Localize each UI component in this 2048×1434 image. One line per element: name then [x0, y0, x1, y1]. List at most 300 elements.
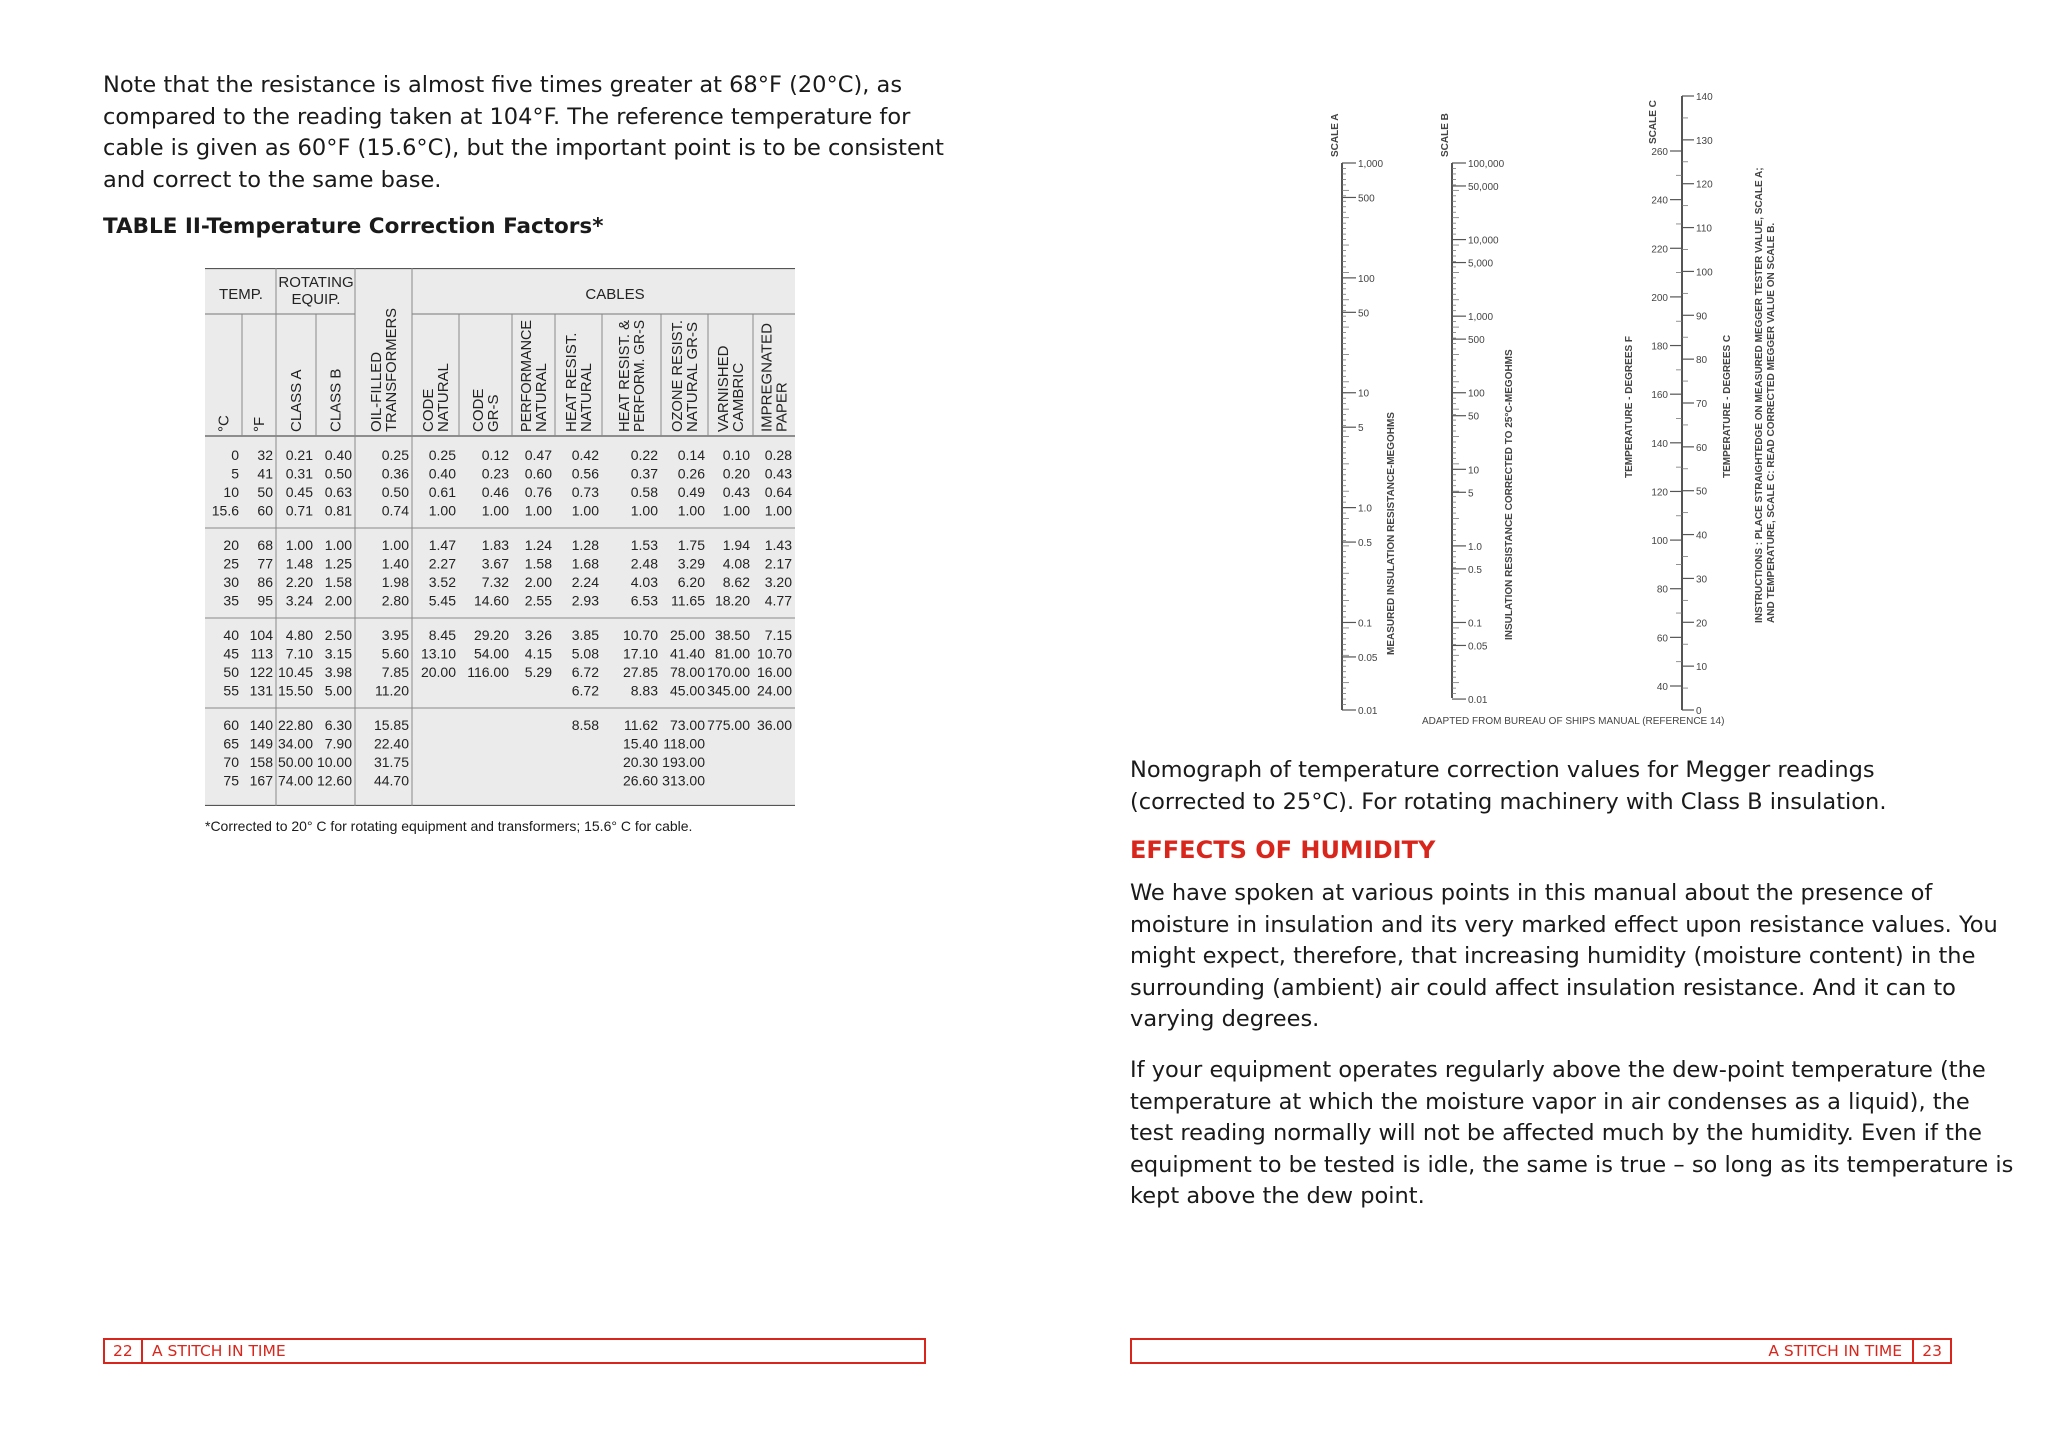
scale-c-fahrenheit-tick: 200 — [1651, 292, 1668, 304]
scale-a-tick-label: 100 — [1358, 273, 1375, 285]
scale-c-fahrenheit-tick: 60 — [1656, 633, 1668, 645]
table-cell: 0.60 — [524, 465, 552, 482]
table-cell: 10.00 — [316, 754, 352, 770]
scale-c-celsius-tick: 70 — [1696, 399, 1708, 410]
table-cell: 7.10 — [285, 645, 313, 662]
table-cell: 0.61 — [428, 484, 456, 500]
table-cell: 5.08 — [571, 645, 599, 662]
table-cell: 1.75 — [677, 537, 705, 553]
table-cell: 3.95 — [381, 627, 409, 643]
table-cell: 20.30 — [622, 754, 658, 770]
column-header: CODE — [470, 388, 487, 432]
table-title: TABLE II-Temperature Correction Factors* — [103, 214, 604, 239]
table-cell: 3.15 — [324, 645, 352, 662]
table-cell: 27.85 — [622, 664, 658, 680]
scale-b-tick-label: 0.1 — [1468, 618, 1482, 630]
scale-c-celsius-tick: 80 — [1696, 355, 1708, 367]
table-cell: 0.63 — [324, 484, 352, 500]
table-cell: 1.53 — [630, 537, 658, 553]
nomograph-instructions: AND TEMPERATURE, SCALE C: READ CORRECTED MEGGER VALUE ON SCALE B. — [1766, 222, 1777, 623]
paragraph-line: If your equipment operates regularly above the dew-point temperature (the — [1130, 1057, 1986, 1083]
table-cell: 2.48 — [630, 555, 658, 572]
table-cell: 54.00 — [473, 645, 509, 662]
table-cell: 1.68 — [571, 555, 599, 572]
table-cell: 1.00 — [481, 502, 509, 519]
table-cell: 1.00 — [285, 537, 313, 553]
table-cell: 55 — [223, 682, 239, 699]
table-cell: 2.55 — [524, 592, 552, 609]
table-cell: 0.64 — [764, 484, 792, 500]
table-cell: 193.00 — [662, 754, 705, 770]
nomograph-instructions: INSTRUCTIONS : PLACE STRAIGHTEDGE ON MEASURED MEGGER TESTER VALUE, SCALE A; — [1754, 167, 1765, 623]
table-cell: 1.43 — [764, 537, 792, 553]
paragraph-line: temperature at which the moisture vapor in air condenses as a liquid), the — [1130, 1088, 1970, 1115]
table-cell: 2.80 — [381, 592, 409, 609]
scale-a-tick-label: 1.0 — [1358, 503, 1372, 515]
table-cell: 1.00 — [764, 502, 792, 519]
table-cell: 149 — [249, 735, 273, 752]
column-header: GR-S — [485, 394, 502, 432]
table-cell: 1.24 — [524, 537, 552, 553]
table-cell: 25 — [223, 555, 239, 572]
table-cell: 5 — [231, 465, 239, 482]
column-header: PAPER — [773, 382, 791, 432]
scale-b-tick-label: 1.0 — [1468, 541, 1482, 553]
table-cell: 0.14 — [677, 447, 705, 463]
table-cell: 5.60 — [381, 645, 409, 662]
scale-b-tick-label: 10,000 — [1468, 235, 1499, 247]
table-cell: 140 — [249, 717, 273, 733]
scale-b-tick-label: 5,000 — [1468, 258, 1494, 270]
table-cell: 60 — [257, 502, 273, 519]
nomograph-caption — [1130, 755, 1886, 818]
table-cell: 0.49 — [677, 484, 705, 500]
table-cell: 0.43 — [764, 465, 792, 482]
table-cell: 50.00 — [277, 754, 313, 770]
right-footer-title: A STITCH IN TIME — [1768, 1342, 1902, 1360]
scale-c-fahrenheit-tick: 140 — [1651, 438, 1668, 450]
table-cell: 0.25 — [428, 447, 456, 463]
scale-b-tick-label: 5 — [1468, 488, 1474, 500]
paragraph-line: moisture in insulation and its very marked effect upon resistance values. You — [1130, 911, 1998, 938]
table-cell: 0.46 — [481, 484, 509, 500]
scale-a-tick-label: 50 — [1358, 308, 1370, 320]
table-cell: 104 — [249, 627, 273, 643]
scale-c-fahrenheit-tick: 260 — [1651, 147, 1668, 158]
nomograph-graphic — [1300, 78, 2000, 728]
table-cell: 2.93 — [571, 592, 599, 609]
table-cell: 32 — [257, 447, 273, 463]
scale-c-celsius-tick: 40 — [1696, 530, 1708, 542]
table-cell: 15.40 — [622, 735, 658, 752]
table-cell: 0.23 — [481, 465, 509, 482]
table-cell: 3.20 — [764, 574, 792, 590]
scale-c-fahrenheit-tick: 80 — [1656, 584, 1668, 596]
paragraph-line: We have spoken at various points in this manual about the presence of — [1130, 880, 1933, 906]
table-cell: 20.00 — [420, 664, 456, 680]
table-cell: 12.60 — [316, 772, 352, 789]
table-cell: 0.36 — [381, 465, 409, 482]
table-cell: 0.10 — [722, 447, 750, 463]
table-cell: 15.50 — [277, 682, 313, 699]
table-cell: 4.15 — [524, 645, 552, 662]
table-cell: 38.50 — [714, 627, 750, 643]
table-cell: 0.50 — [381, 484, 409, 500]
caption-line: (corrected to 25°C). For rotating machinery with Class B insulation. — [1130, 788, 1887, 815]
table-cell: 0.76 — [524, 484, 552, 500]
humidity-paragraph-1 — [1130, 878, 1998, 1036]
intro-line: cable is given as 60°F (15.6°C), but the important point is to be consistent — [103, 135, 944, 161]
table-cell: 44.70 — [373, 772, 409, 789]
table-cell: 45.00 — [669, 682, 705, 699]
intro-paragraph — [103, 70, 944, 196]
column-header: NATURAL — [578, 363, 595, 432]
table-cell: 1.00 — [381, 537, 409, 553]
table-cell: 0.37 — [630, 465, 658, 482]
scale-b-tick-label: 1,000 — [1468, 312, 1494, 324]
column-header: CLASS B — [327, 368, 345, 432]
table-cell: 0.56 — [571, 465, 599, 482]
table-cell: 0.43 — [722, 484, 750, 500]
table-cell: 113 — [250, 645, 273, 662]
table-cell: 1.00 — [722, 502, 750, 519]
scale-c-celsius-tick: 110 — [1696, 223, 1712, 235]
scale-b-title: SCALE B — [1440, 113, 1451, 157]
table-cell: 0.26 — [677, 465, 705, 482]
column-header: PERFORM. GR-S — [631, 311, 648, 432]
table-cell: 74.00 — [277, 772, 313, 789]
table-cell: 5.00 — [324, 682, 352, 699]
table-cell: 1.00 — [677, 502, 705, 519]
column-header: PERFORMANCE — [518, 315, 535, 432]
table-cell: 0.20 — [722, 465, 750, 482]
table-cell: 4.08 — [722, 555, 750, 572]
table-cell: 7.15 — [764, 627, 792, 643]
right-page-number: 23 — [1922, 1342, 1942, 1360]
scale-b-tick-label: 10 — [1468, 465, 1480, 477]
table-cell: 4.03 — [630, 574, 658, 590]
table-cell: 26.60 — [622, 772, 658, 789]
table-cell: 1.00 — [524, 502, 552, 519]
scale-c-fahrenheit-label: TEMPERATURE - DEGREES F — [1624, 335, 1635, 478]
scale-c-celsius-tick: 50 — [1696, 486, 1708, 498]
scale-b-tick-label: 100,000 — [1468, 159, 1505, 170]
column-header: CAMBRIC — [730, 362, 747, 432]
table-cell: 1.00 — [324, 537, 352, 553]
scale-c-celsius-tick: 10 — [1696, 662, 1708, 674]
table-cell: 30 — [223, 574, 239, 590]
table-cell: 5.29 — [524, 664, 552, 680]
scale-a-label: MEASURED INSULATION RESISTANCE-MEGOHMS — [1386, 412, 1397, 655]
column-header: °C — [215, 415, 233, 432]
table-cell: 0.40 — [428, 465, 456, 482]
paragraph-line: varying degrees. — [1130, 1006, 1320, 1032]
column-header: IMPREGNATED — [758, 323, 776, 432]
column-header: NATURAL — [533, 363, 550, 432]
table-cell: 11.65 — [671, 592, 705, 609]
scale-c-celsius-tick: 30 — [1696, 574, 1708, 586]
scale-a-tick-label: 1,000 — [1358, 159, 1384, 170]
table-cell: 1.25 — [324, 555, 352, 572]
table-cell: 0.42 — [571, 447, 599, 463]
scale-b-tick-label: 500 — [1468, 335, 1485, 347]
table-cell: 2.17 — [764, 555, 792, 572]
table-cell: 1.28 — [571, 537, 599, 553]
table-cell: 2.24 — [571, 574, 599, 590]
table-cell: 2.27 — [428, 555, 456, 572]
table-cell: 11.62 — [624, 717, 658, 733]
scale-c-fahrenheit-tick: 160 — [1651, 390, 1668, 402]
scale-c-celsius-label: TEMPERATURE - DEGREES C — [1722, 334, 1733, 478]
table-cell: 65 — [223, 735, 239, 752]
table-cell: 4.77 — [764, 592, 792, 609]
table-cell: 20 — [223, 537, 239, 553]
table-cell: 0.31 — [285, 465, 313, 482]
table-cell: 1.58 — [524, 555, 552, 572]
table-cell: 170.00 — [707, 664, 750, 680]
table-cell: 15.85 — [373, 717, 409, 733]
table-cell: 0.47 — [524, 447, 552, 463]
table-cell: 116.00 — [467, 664, 509, 680]
table-cell: 10.45 — [277, 664, 313, 680]
table-cell: 14.60 — [473, 592, 509, 609]
table-cell: 122 — [249, 664, 273, 680]
column-header: °F — [251, 416, 268, 432]
nomograph-figure — [1300, 78, 2000, 728]
table-cell: 73.00 — [669, 717, 705, 733]
table-cell: 60 — [223, 717, 239, 733]
scale-c-celsius-tick: 0 — [1696, 706, 1702, 717]
table-cell: 1.40 — [381, 555, 409, 572]
table-cell: 24.00 — [756, 682, 792, 699]
table-cell: 0.12 — [481, 447, 509, 463]
column-header: HEAT RESIST. & — [616, 318, 633, 432]
table-cell: 0.73 — [571, 484, 599, 500]
scale-c-fahrenheit-tick: 220 — [1651, 244, 1668, 256]
table-cell: 345.00 — [707, 682, 750, 699]
table-cell: 75 — [223, 772, 239, 789]
caption-line: Nomograph of temperature correction values for Megger readings — [1130, 757, 1875, 783]
table-cell: 0.40 — [324, 447, 352, 463]
paragraph-line: might expect, therefore, that increasing humidity (moisture content) in the — [1130, 943, 1976, 969]
table-cell: 158 — [249, 754, 273, 770]
column-header: NATURAL — [435, 363, 452, 432]
table-cell: 2.00 — [524, 574, 552, 590]
table-cell: 775.00 — [707, 717, 750, 733]
table-cell: 13.10 — [420, 645, 456, 662]
table-cell: 3.67 — [481, 555, 509, 572]
scale-b-label: INSULATION RESISTANCE CORRECTED TO 25°C-MEGOHMS — [1504, 349, 1515, 640]
column-header: HEAT RESIST. — [563, 332, 580, 432]
group-header-temp: TEMP. — [219, 286, 263, 303]
scale-c-fahrenheit-tick: 40 — [1656, 682, 1668, 693]
table-cell: 118.00 — [663, 735, 705, 752]
table-cell: 35 — [223, 592, 239, 609]
table-cell: 167 — [249, 772, 273, 789]
column-header: OZONE RESIST. — [669, 317, 686, 432]
paragraph-line: equipment to be tested is idle, the same is true – so long as its temperature is — [1130, 1151, 2014, 1178]
table-cell: 15.6 — [211, 502, 239, 519]
table-cell: 77 — [257, 555, 273, 572]
table-cell: 50 — [257, 484, 273, 500]
table-cell: 68 — [257, 537, 273, 553]
table-cell: 3.26 — [524, 627, 552, 643]
column-header: TRANSFORMERS — [383, 306, 400, 432]
table-cell: 0.71 — [285, 502, 313, 519]
table-cell: 6.20 — [677, 574, 705, 590]
temperature-correction-table — [205, 268, 795, 806]
left-page-number: 22 — [113, 1342, 133, 1360]
table-cell: 6.53 — [630, 592, 658, 609]
table-cell: 50 — [223, 664, 239, 680]
scale-a-tick-label: 0.05 — [1358, 652, 1378, 664]
table-cell: 16.00 — [756, 664, 792, 680]
table-cell: 0.25 — [381, 447, 409, 463]
paragraph-line: surrounding (ambient) air could affect insulation resistance. And it can to — [1130, 974, 1956, 1001]
table-cell: 86 — [257, 574, 273, 590]
table-cell: 18.20 — [714, 592, 750, 609]
table-cell: 10 — [223, 484, 239, 500]
scale-a-tick-label: 0.01 — [1358, 706, 1378, 717]
table-cell: 1.94 — [722, 537, 750, 553]
table-cell: 1.48 — [285, 555, 313, 572]
column-header: VARNISHED — [715, 345, 732, 432]
table-cell: 8.62 — [722, 574, 750, 590]
scale-c-fahrenheit-tick: 100 — [1651, 536, 1668, 548]
intro-line: compared to the reading taken at 104°F. The reference temperature for — [103, 103, 911, 130]
table-cell: 0.58 — [630, 484, 658, 500]
nomograph-source: ADAPTED FROM BUREAU OF SHIPS MANUAL (REFERENCE 14) — [1422, 716, 1725, 727]
table-cell: 22.80 — [277, 717, 313, 733]
table-cell: 95 — [257, 592, 273, 609]
table-cell: 3.24 — [285, 592, 313, 609]
table-cell: 1.00 — [630, 502, 658, 519]
scale-c-celsius-tick: 140 — [1696, 92, 1713, 103]
table-cell: 6.30 — [324, 717, 352, 733]
table-cell: 131 — [249, 682, 273, 699]
left-footer-title: A STITCH IN TIME — [152, 1342, 286, 1360]
table-cell: 3.52 — [428, 574, 456, 590]
table-cell: 5.45 — [428, 592, 456, 609]
column-header: CODE — [420, 388, 437, 432]
table-cell: 8.58 — [571, 717, 599, 733]
table-cell: 10.70 — [756, 645, 792, 662]
table-cell: 0 — [231, 447, 239, 463]
table-cell: 313.00 — [662, 772, 705, 789]
left-footer — [103, 1338, 926, 1364]
scale-a-tick-label: 0.5 — [1358, 538, 1372, 550]
table-cell: 29.20 — [473, 627, 509, 643]
scale-a-title: SCALE A — [1330, 113, 1341, 157]
table-cell: 2.00 — [324, 592, 352, 609]
table-cell: 2.50 — [324, 627, 352, 643]
table-cell: 6.72 — [571, 682, 599, 699]
scale-b-tick-label: 100 — [1468, 388, 1485, 400]
paragraph-line: kept above the dew point. — [1130, 1183, 1425, 1209]
scale-b-tick-label: 0.5 — [1468, 564, 1482, 576]
table-cell: 70 — [223, 754, 239, 770]
humidity-paragraph-2 — [1130, 1055, 2013, 1213]
group-header-rotating: EQUIP. — [291, 291, 341, 308]
table-cell: 4.80 — [285, 627, 313, 643]
table-cell: 1.00 — [428, 502, 456, 519]
column-header: CLASS A — [288, 369, 305, 432]
table-cell: 41 — [257, 465, 273, 482]
table-cell: 81.00 — [714, 645, 750, 662]
table-cell: 1.83 — [481, 537, 509, 553]
table-cell: 7.85 — [381, 664, 409, 680]
table-cell: 10.70 — [622, 627, 658, 643]
table-cell: 2.20 — [285, 574, 313, 590]
scale-c-fahrenheit-tick: 120 — [1651, 487, 1668, 499]
scale-b-tick-label: 50 — [1468, 411, 1480, 423]
table-cell: 3.85 — [571, 627, 599, 643]
scale-a-tick-label: 0.1 — [1358, 618, 1372, 630]
scale-c-celsius-tick: 120 — [1696, 179, 1713, 191]
scale-c-celsius-tick: 90 — [1696, 311, 1708, 323]
table-cell: 6.72 — [571, 664, 599, 680]
table-cell: 1.47 — [428, 537, 456, 553]
scale-b-tick-label: 0.05 — [1468, 641, 1488, 653]
column-header: OIL-FILLED — [368, 351, 385, 432]
table-cell: 0.81 — [324, 502, 352, 519]
table-cell: 36.00 — [756, 717, 792, 733]
table-cell: 8.83 — [630, 682, 658, 699]
scale-a-tick-label: 500 — [1358, 193, 1375, 205]
group-header-rotating: ROTATING — [278, 274, 354, 291]
scale-c-title: SCALE C — [1648, 100, 1659, 144]
table-cell: 22.40 — [373, 735, 409, 752]
scale-c-celsius-tick: 130 — [1696, 135, 1713, 147]
scale-c-celsius-tick: 60 — [1696, 442, 1708, 454]
temperature-correction-table-graphic — [205, 268, 795, 806]
group-header-cables: CABLES — [585, 286, 645, 303]
table-cell: 8.45 — [428, 627, 456, 643]
right-footer — [1130, 1338, 1952, 1364]
table-cell: 17.10 — [622, 645, 658, 662]
table-cell: 78.00 — [669, 664, 705, 680]
table-cell: 3.29 — [677, 555, 705, 572]
table-cell: 7.90 — [324, 735, 352, 752]
table-cell: 1.58 — [324, 574, 352, 590]
intro-line: and correct to the same base. — [103, 166, 442, 193]
table-cell: 41.40 — [669, 645, 705, 662]
table-cell: 0.22 — [630, 447, 658, 463]
table-cell: 25.00 — [669, 627, 705, 643]
scale-c-fahrenheit-tick: 180 — [1651, 341, 1668, 353]
scale-c-celsius-tick: 20 — [1696, 618, 1708, 630]
scale-a-tick-label: 10 — [1358, 388, 1370, 400]
intro-line: Note that the resistance is almost five times greater at 68°F (20°C), as — [103, 72, 903, 98]
table-cell: 1.98 — [381, 574, 409, 590]
table-cell: 0.74 — [381, 502, 409, 519]
table-cell: 0.45 — [285, 484, 313, 500]
table-cell: 3.98 — [324, 664, 352, 680]
table-cell: 0.28 — [764, 447, 792, 463]
table-cell: 0.50 — [324, 465, 352, 482]
table-cell: 31.75 — [373, 754, 409, 770]
scale-b-tick-label: 50,000 — [1468, 181, 1499, 193]
table-cell: 34.00 — [277, 735, 313, 752]
scale-a-tick-label: 5 — [1358, 423, 1364, 435]
table-cell: 11.20 — [375, 682, 409, 699]
table-cell: 7.32 — [481, 574, 509, 590]
table-cell: 1.00 — [571, 502, 599, 519]
table-cell: 0.21 — [285, 447, 313, 463]
column-header: NATURAL GR-S — [684, 321, 701, 432]
table-cell: 45 — [223, 645, 239, 662]
scale-b-tick-label: 0.01 — [1468, 695, 1488, 707]
